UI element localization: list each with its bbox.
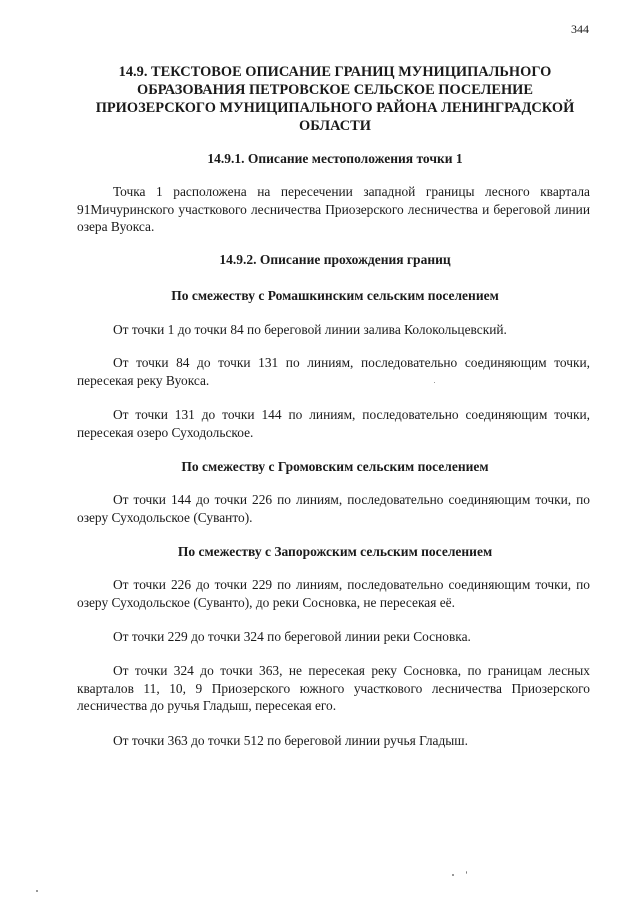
paragraph-romashkinskoe-3: От точки 131 до точки 144 по линиям, последовательно соединяющим точки, пересекая озеро Суходольское. xyxy=(77,407,590,440)
paragraph-gromovskoe-1: От точки 144 до точки 226 по линиям, последовательно соединяющим точки, по озеру Суходольское (Суванто). xyxy=(77,492,590,525)
paragraph-zaporozhskoe-3: От точки 324 до точки 363, не пересекая реку Сосновка, по границам лесных кварталов 11, 10, 9 Приозерского южного участкового лесничества Приозерского лесничества до ручья Гладыш, пересекая его. xyxy=(77,663,590,713)
section-heading-point-1: 14.9.1. Описание местоположения точки 1 xyxy=(207,151,463,166)
page-number: 344 xyxy=(571,22,589,36)
paragraph-zaporozhskoe-1: От точки 226 до точки 229 по линиям, последовательно соединяющим точки, по озеру Суходольское (Суванто), до реки Сосновка, не пересекая её. xyxy=(77,577,590,610)
paragraph-zaporozhskoe-2: От точки 229 до точки 324 по береговой линии реки Сосновка. xyxy=(113,629,471,644)
heading-gromovskoe: По смежеству с Громовским сельским поселением xyxy=(181,459,489,474)
paragraph-romashkinskoe-2: От точки 84 до точки 131 по линиям, последовательно соединяющим точки, пересекая реку Вуокса. xyxy=(77,355,590,388)
scan-speck xyxy=(452,874,454,876)
main-heading: 14.9. ТЕКСТОВОЕ ОПИСАНИЕ ГРАНИЦ МУНИЦИПАЛЬНОГО ОБРАЗОВАНИЯ ПЕТРОВСКОЕ СЕЛЬСКОЕ ПОСЕЛЕНИЕ ПРИОЗЕРСКОГО МУНИЦИПАЛЬНОГО РАЙОНА ЛЕНИНГРАДСКОЙ ОБЛАСТИ xyxy=(95,64,575,134)
scan-speck xyxy=(434,382,435,383)
scan-speck xyxy=(466,871,467,874)
paragraph-zaporozhskoe-4: От точки 363 до точки 512 по береговой линии ручья Гладыш. xyxy=(113,733,468,748)
section-heading-boundaries: 14.9.2. Описание прохождения границ xyxy=(219,252,451,267)
paragraph-romashkinskoe-1: От точки 1 до точки 84 по береговой линии залива Колокольцевский. xyxy=(113,322,507,337)
heading-zaporozhskoe: По смежеству с Запорожским сельским поселением xyxy=(177,544,493,559)
paragraph-point-1-location: Точка 1 расположена на пересечении западной границы лесного квартала 91Мичуринского участкового лесничества Приозерского лесничества и береговой линии озера Вуокса. xyxy=(77,184,590,234)
scan-speck xyxy=(36,890,38,892)
heading-romashkinskoe: По смежеству с Ромашкинским сельским поселением xyxy=(171,288,499,303)
